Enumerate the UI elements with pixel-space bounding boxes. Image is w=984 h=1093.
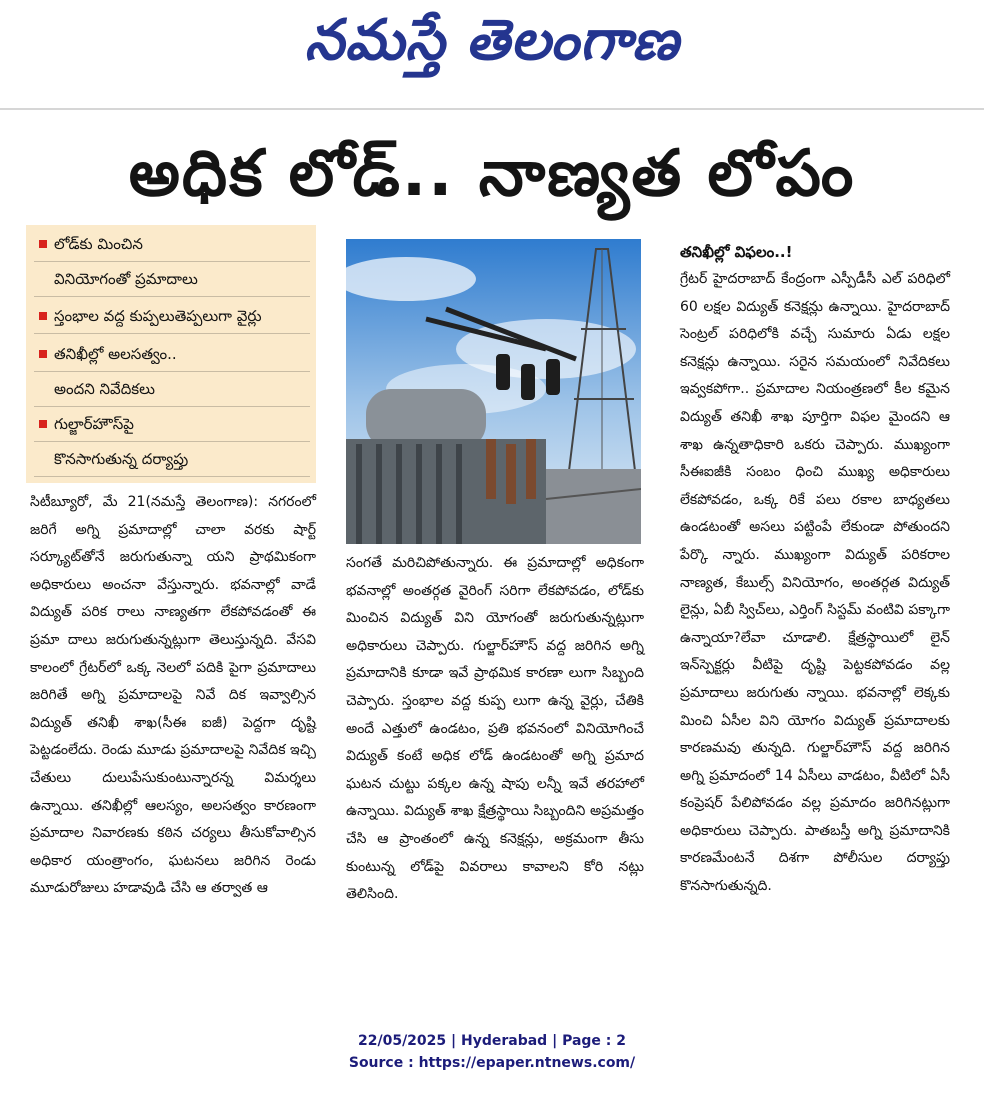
highlight-item	[34, 337, 310, 407]
footer-source-link[interactable]: Source : https://epaper.ntnews.com/	[348, 1055, 636, 1071]
highlight-line: వినియోగంతో ప్రమాదాలు	[34, 262, 310, 297]
article-text: గ్రేటర్ హైదరాబాద్ కేంద్రంగా ఎస్పీడీసీ ఎల్ పరిధిలో 60 లక్షల విద్యుత్ కనెక్షన్లు ఉన్నాయి. హైదరాబాద్ సెంట్రల్ పరిధిలోకి వచ్చే సుమారు ఏడు లక్షల కనెక్షన్లు ఉన్నాయి. సరైన సమయంలో నివేదికలు ఇవ్వకపోగా.. ప్రమాదాల నియంత్రణలో కీల కమైన విద్యుత్ తనిఖీ శాఖ పూర్తిగా విఫల మైందని ఆ శాఖ ఉన్నతాధికారి ఒకరు చెప్పారు. ముఖ్యంగా సీఈఐజీకి సంబం ధించి ముఖ్య అధికారులు లేకపోవడం, ఒక్క రికే పలు రకాల బాధ్యతలు ఉండటంతో అసలు పట్టింపే లేకుండా పోతుందని పేర్కొ న్నారు. ముఖ్యంగా విద్యుత్ పరికరాల నాణ్యత, కేబుల్స్ వినియోగం, అంతర్గత విద్యుత్ లైన్లు, ఏబీ స్విచ్‌లు, ఎర్తింగ్ సిస్టమ్ వంటివి పక్కాగా ఉన్నాయా?లేవా చూడాలి. క్షేత్రస్థాయిలో లైన్ ఇన్‌స్పెక్టర్లు వీటిపై దృష్టి పెట్టకపోవడం వల్ల ప్రమాదాలు జరుగుతు న్నాయి. భవనాల్లో లెక్కకు మించి ఏసీల విని యోగం విద్యుత్ ప్రమాదాలకు కారణమవు తున్నది. గుల్జార్‌హౌస్ వద్ద జరిగిన అగ్ని ప్రమాదంలో 14 ఏసీలు వాడటం, వీటిలో ఏసీ కంప్రెషర్ పేలిపోవడం వల్ల ప్రమాదం జరిగినట్లుగా అధికారులు చెప్పారు. పాతబస్తీ అగ్ని ప్రమాదానికి కారణమేంటనే దిశగా పోలీసుల దర్యాప్తు కొనసాగుతున్నది.	[680, 271, 950, 895]
article-text: సంగతే మరిచిపోతున్నారు. ఈ ప్రమాదాల్లో అధికంగా భవనాల్లో అంతర్గత వైరింగ్ సరిగా లేకపోవడం, లోడ్‌కు మించిన విద్యుత్ విని యోగంతో జరుగుతున్నట్లుగా అధికారులు చెప్పారు. గుల్జార్‌హౌస్ వద్ద జరిగిన అగ్ని ప్రమాదానికి కూడా ఇవే ప్రాథమిక కారణా లుగా సిబ్బంది చెప్పారు. స్తంభాల వద్ద కుప్ప లుగా ఉన్న వైర్లు, చేతికి అందే ఎత్తులో ఉండటం, ప్రతి భవనంలో వినియోగించే విద్యుత్ కంటే అధిక లోడ్ ఉండటంతో అగ్ని ప్రమాద ఘటన చుట్టు పక్కల ఉన్న షాపు లన్నీ ఇవే తరహాలో ఉన్నాయి. విద్యుత్ శాఖ క్షేత్రస్థాయి సిబ్బందిని అప్రమత్తం చేసి ఆ ప్రాంతంలో ఉన్న కనెక్షన్లు, అక్రమంగా తీసు కుంటున్న లోడ్‌పై వివరాలు కావాలని కోరి నట్లు తెలిసింది.	[346, 555, 644, 903]
highlight-line: తనిఖీల్లో అలసత్వం..	[34, 337, 310, 372]
highlights-box	[26, 225, 316, 483]
masthead-divider	[0, 108, 984, 110]
transformer-photo	[346, 239, 641, 544]
highlight-line: లోడ్‌కు మించిన	[34, 227, 310, 262]
footer	[0, 1030, 984, 1074]
article-text: సిటీబ్యూరో, మే 21(నమస్తే తెలంగాణ): నగరంలో జరిగే అగ్ని ప్రమాదాల్లో చాలా వరకు షార్ట్ సర్క్యూట్‌తోనే జరుగుతున్నా యని ప్రాథమికంగా అధికారులు అంచనా వేస్తున్నారు. భవనాల్లో వాడే విద్యుత్ పరిక రాలు నాణ్యతగా లేకపోవడంతో ఈ ప్రమా దాలు జరుగుతున్నట్లుగా తెలుస్తున్నది. వేసవి కాలంలో గ్రేటర్‌లో ఒక్క నెలలో పదికి పైగా ప్రమాదాలు జరిగితే అగ్ని ప్రమాదాలపై నివే దిక ఇవ్వాల్సిన విద్యుత్ తనిఖీ శాఖ(సీఈ ఐజీ) పెద్దగా దృష్టి పెట్టడంలేదు. రెండు మూడు ప్రమాదాలపై నివేదిక ఇచ్చి చేతులు దులుపేసుకుంటున్నారన్న విమర్శలు ఉన్నాయి. తనిఖీల్లో ఆలస్యం, అలసత్వం కారణంగా ప్రమాదాల నివారణకు కఠిన చర్యలు తీసుకోవాల్సిన అధికార యంత్రాంగం, ఘటనలు జరిగిన రెండు మూడురోజులు హడావుడి చేసి ఆ తర్వాత ఆ	[30, 494, 316, 897]
masthead-logo: నమస్తే తెలంగాణ	[304, 7, 680, 73]
highlight-item	[34, 299, 310, 334]
article-column-2	[346, 550, 644, 909]
article-column-1	[30, 489, 316, 903]
highlight-item	[34, 227, 310, 297]
highlight-line: అందని నివేదికలు	[34, 372, 310, 407]
highlight-line: కొనసాగుతున్న దర్యాప్తు	[34, 442, 310, 477]
highlight-line: స్తంభాల వద్ద కుప్పలుతెప్పలుగా వైర్లు	[34, 299, 310, 334]
article-column-3	[680, 238, 950, 901]
footer-date-line: 22/05/2025 | Hyderabad | Page : 2	[357, 1033, 627, 1049]
headline: అధిక లోడ్.. నాణ్యత లోపం	[128, 137, 856, 211]
highlight-item	[34, 407, 310, 477]
highlight-line: గుల్జార్‌హౌస్‌పై	[34, 407, 310, 442]
column-subheading: తనిఖీల్లో విఫలం..!	[680, 243, 793, 261]
